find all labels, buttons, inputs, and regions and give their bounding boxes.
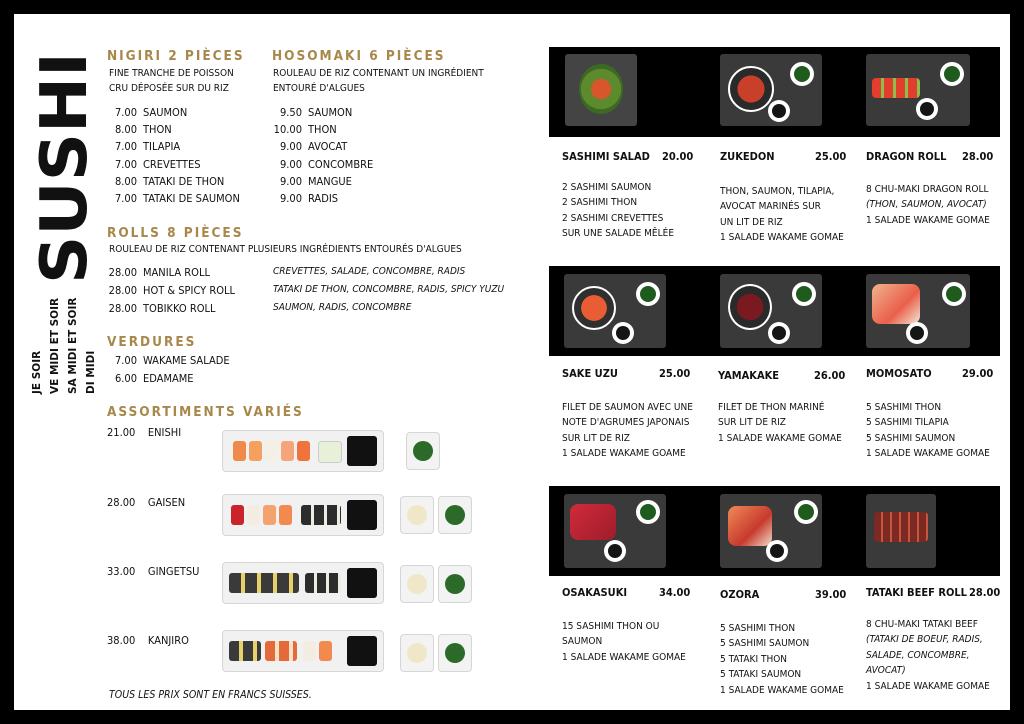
rolls-row <box>103 302 216 319</box>
dish-name: DRAGON ROLL <box>866 150 947 163</box>
dish-line: 2 SASHIMI CREVETTES <box>562 213 664 224</box>
dish-line: 5 SASHIMI THON <box>720 623 796 634</box>
sushi-title-text: SUSHI <box>28 62 102 284</box>
item-price: 9.50 <box>279 106 302 119</box>
rolls-title: ROLLS 8 PIÈCES <box>107 225 244 241</box>
dish-line: NOTE D'AGRUMES JAPONAIS <box>562 417 690 428</box>
item-name: TOBIKKO ROLL <box>143 302 216 315</box>
dish-line: 5 SASHIMI TILAPIA <box>866 417 949 428</box>
item-price: 10.00 <box>273 123 302 136</box>
nigiri-row <box>103 106 187 123</box>
hours-line-2: VE MIDI ET SOIR <box>49 297 61 394</box>
item-price: 28.00 <box>107 496 136 509</box>
item-name: SAUMON <box>143 106 188 119</box>
item-name: THON <box>143 123 172 136</box>
item-name: TILAPIA <box>143 140 181 153</box>
dish-price: 39.00 <box>815 588 847 601</box>
item-name: WAKAME SALADE <box>143 354 230 367</box>
ginger-side-image <box>400 496 434 534</box>
ginger-side-image <box>400 565 434 603</box>
item-price: 8.00 <box>114 123 137 136</box>
hosomaki-title: HOSOMAKI 6 PIÈCES <box>272 48 446 64</box>
nigiri-desc-2: CRU DÉPOSÉE SUR DU RIZ <box>109 83 229 94</box>
nigiri-desc-1: FINE TRANCHE DE POISSON <box>109 68 234 79</box>
hosomaki-row <box>268 192 338 209</box>
hosomaki-row <box>268 106 352 123</box>
dish-name: SAKE UZU <box>562 367 618 380</box>
dish-line: AVOCAT) <box>866 665 906 676</box>
dish-line: THON, SAUMON, TILAPIA, <box>720 186 835 197</box>
dish-line: 5 SASHIMI SAUMON <box>866 433 956 444</box>
dish-line: 1 SALADE WAKAME GOMAE <box>718 433 842 444</box>
hosomaki-row <box>268 158 373 175</box>
dish-line: 1 SALADE WAKAME GOMAE <box>866 215 990 226</box>
dish-line: 5 SASHIMI THON <box>866 402 942 413</box>
dish-line: (THON, SAUMON, AVOCAT) <box>866 199 987 210</box>
item-name: ENISHI <box>147 426 182 439</box>
dish-line: 1 SALADE WAKAME GOMAE <box>720 685 844 696</box>
rolls-row <box>103 266 210 283</box>
item-name: CREVETTES <box>143 158 201 171</box>
rolls-desc: ROULEAU DE RIZ CONTENANT PLUSIEURS INGRÉDIENTS ENTOURÉS D'ALGUES <box>109 244 462 255</box>
assortiments-title: ASSORTIMENTS VARIÉS <box>107 404 304 420</box>
hosomaki-row <box>268 175 352 192</box>
item-name: SAUMON <box>308 106 353 119</box>
item-price: 33.00 <box>107 565 136 578</box>
enishi-tray-image <box>222 430 384 472</box>
dish-line: 1 SALADE WAKAME GOMAE <box>562 652 686 663</box>
hosomaki-row <box>268 123 337 140</box>
gingetsu-tray-image <box>222 562 384 604</box>
dish-line: UN LIT DE RIZ <box>720 217 783 228</box>
verdures-title: VERDURES <box>107 334 197 350</box>
dish-line: 5 SASHIMI SAUMON <box>720 638 810 649</box>
dish-name: SASHIMI SALAD <box>562 150 650 163</box>
menu-page <box>14 14 1010 710</box>
dish-line: FILET DE SAUMON AVEC UNE <box>562 402 693 413</box>
assortiment-label <box>107 496 185 509</box>
item-name: KANJIRO <box>147 634 189 647</box>
dish-line: 2 SASHIMI SAUMON <box>562 182 652 193</box>
hosomaki-desc-1: ROULEAU DE RIZ CONTENANT UN INGRÉDIENT <box>273 68 484 79</box>
gaisen-tray-image <box>222 494 384 536</box>
dish-line: 8 CHU-MAKI TATAKI BEEF <box>866 619 978 630</box>
ginger-side-image <box>400 634 434 672</box>
dish-price: 28.00 <box>969 586 1001 599</box>
dish-price: 25.00 <box>659 367 691 380</box>
price-note: TOUS LES PRIX SONT EN FRANCS SUISSES. <box>109 689 312 701</box>
dish-name: TATAKI BEEF ROLL <box>866 586 967 599</box>
dish-price: 25.00 <box>815 150 847 163</box>
dish-line: AVOCAT MARINÉS SUR <box>720 201 821 212</box>
roll-ingredients: SAUMON, RADIS, CONCOMBRE <box>273 302 412 313</box>
hours-line-3: SA MIDI ET SOIR <box>67 297 79 394</box>
item-price: 21.00 <box>107 426 136 439</box>
dish-line: 1 SALADE WAKAME GOMAE <box>720 232 844 243</box>
verdures-row <box>103 354 230 371</box>
nigiri-row <box>103 140 180 157</box>
wakame-side-image <box>438 565 472 603</box>
item-price: 38.00 <box>107 634 136 647</box>
sushi-title <box>28 48 102 288</box>
verdures-row <box>103 372 194 389</box>
rolls-row <box>103 284 235 301</box>
dish-price: 29.00 <box>962 367 994 380</box>
item-price: 7.00 <box>114 106 137 119</box>
item-price: 9.00 <box>279 140 302 153</box>
kanjiro-tray-image <box>222 630 384 672</box>
dish-line: SALADE, CONCOMBRE, <box>866 650 970 661</box>
dish-name: ZUKEDON <box>720 150 775 163</box>
item-name: MANILA ROLL <box>143 266 210 279</box>
item-name: THON <box>308 123 337 136</box>
item-price: 7.00 <box>114 140 137 153</box>
assortiment-label <box>107 565 199 578</box>
nigiri-row <box>103 158 201 175</box>
wakame-side-image <box>438 634 472 672</box>
nigiri-title: NIGIRI 2 PIÈCES <box>107 48 245 64</box>
item-price: 9.00 <box>279 192 302 205</box>
dish-line: 1 SALADE WAKAME GOMAE <box>866 681 990 692</box>
nigiri-row <box>103 192 240 209</box>
dish-line: 8 CHU-MAKI DRAGON ROLL <box>866 184 989 195</box>
dish-price: 34.00 <box>659 586 691 599</box>
item-price: 28.00 <box>108 266 137 279</box>
item-name: RADIS <box>308 192 339 205</box>
dish-line: 15 SASHIMI THON OU <box>562 621 660 632</box>
item-name: TATAKI DE THON <box>143 175 225 188</box>
dish-name: MOMOSATO <box>866 367 932 380</box>
hours-line-1: JE SOIR <box>31 350 43 394</box>
hosomaki-desc-2: ENTOURÉ D'ALGUES <box>273 83 365 94</box>
dish-name: OZORA <box>720 588 760 601</box>
assortiment-label <box>107 426 181 439</box>
nigiri-row <box>103 175 224 192</box>
roll-ingredients: CREVETTES, SALADE, CONCOMBRE, RADIS <box>273 266 466 277</box>
assortiment-label <box>107 634 189 647</box>
dish-name: YAMAKAKE <box>718 369 780 382</box>
dish-line: (TATAKI DE BOEUF, RADIS, <box>866 634 983 645</box>
item-name: HOT & SPICY ROLL <box>143 284 236 297</box>
dish-price: 28.00 <box>962 150 994 163</box>
item-price: 7.00 <box>114 354 137 367</box>
dish-line: 1 SALADE WAKAME GOAME <box>562 448 686 459</box>
item-price: 7.00 <box>114 192 137 205</box>
opening-hours <box>22 294 106 404</box>
item-price: 28.00 <box>108 284 137 297</box>
roll-ingredients: TATAKI DE THON, CONCOMBRE, RADIS, SPICY YUZU <box>273 284 505 295</box>
item-name: CONCOMBRE <box>308 158 374 171</box>
item-name: AVOCAT <box>308 140 348 153</box>
dish-line: SUR LIT DE RIZ <box>562 433 630 444</box>
item-price: 9.00 <box>279 175 302 188</box>
item-name: GAISEN <box>147 496 186 509</box>
item-name: EDAMAME <box>143 372 194 385</box>
wakame-side-image <box>438 496 472 534</box>
item-name: TATAKI DE SAUMON <box>143 192 240 205</box>
nigiri-row <box>103 123 172 140</box>
dish-line: 2 SASHIMI THON <box>562 197 638 208</box>
dish-line: FILET DE THON MARINÉ <box>718 402 825 413</box>
dish-line: SUR UNE SALADE MÊLÉE <box>562 228 674 239</box>
item-price: 28.00 <box>108 302 137 315</box>
dish-line: SAUMON <box>562 636 603 647</box>
wakame-side-image <box>406 432 440 470</box>
hours-line-4: DI MIDI <box>85 350 97 394</box>
item-price: 9.00 <box>279 158 302 171</box>
dish-price: 20.00 <box>662 150 694 163</box>
dish-line: 5 TATAKI THON <box>720 654 788 665</box>
item-name: GINGETSU <box>147 565 200 578</box>
dish-line: 5 TATAKI SAUMON <box>720 669 802 680</box>
dish-line: SUR LIT DE RIZ <box>718 417 786 428</box>
item-price: 8.00 <box>114 175 137 188</box>
item-price: 7.00 <box>114 158 137 171</box>
dish-price: 26.00 <box>814 369 846 382</box>
dish-line: 1 SALADE WAKAME GOMAE <box>866 448 990 459</box>
item-price: 6.00 <box>114 372 137 385</box>
dish-name: OSAKASUKI <box>562 586 628 599</box>
item-name: MANGUE <box>308 175 352 188</box>
hosomaki-row <box>268 140 347 157</box>
